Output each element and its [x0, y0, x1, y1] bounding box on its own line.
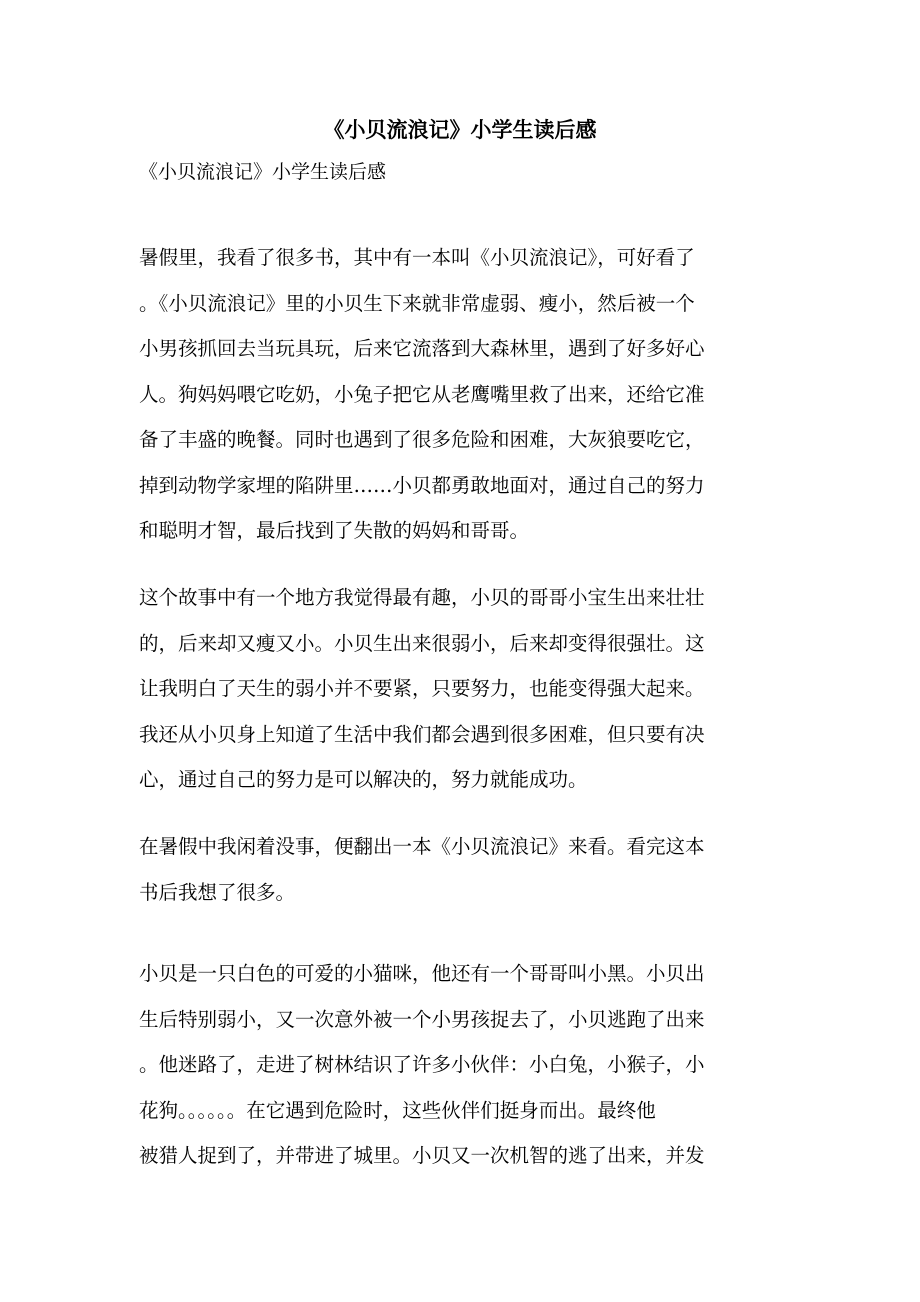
paragraph-line: 被猎人捉到了，并带进了城里。小贝又一次机智的逃了出来，并发: [139, 1144, 705, 1167]
document-title: 《小贝流浪记》小学生读后感: [323, 117, 597, 142]
paragraph-line: 我还从小贝身上知道了生活中我们都会遇到很多困难，但只要有决: [139, 722, 705, 746]
paragraph-line: 。《小贝流浪记》里的小贝生下来就非常虚弱、瘦小，然后被一个: [139, 291, 695, 315]
paragraph-line: 备了丰盛的晚餐。同时也遇到了很多危险和困难，大灰狼要吃它，: [139, 428, 705, 451]
paragraph-4: [139, 951, 799, 1179]
paragraph-line: 花狗。。。。。。在它遇到危险时，这些伙伴们挺身而出。最终他: [139, 1098, 656, 1122]
paragraph-line: 小男孩抓回去当玩具玩，后来它流落到大森林里，遇到了好多好心: [139, 337, 705, 360]
paragraph-line: 掉到动物学家埋的陷阱里……小贝都勇敢地面对，通过自己的努力: [139, 473, 705, 497]
paragraph-line: 让我明白了天生的弱小并不要紧，只要努力，也能变得强大起来。: [139, 677, 705, 700]
paragraph-3: [139, 824, 799, 915]
paragraph-2: [139, 575, 799, 803]
paragraph-line: 。他迷路了，走进了树林结识了许多小伙伴：小白兔，小猴子，小: [139, 1053, 705, 1076]
paragraph-line: 这个故事中有一个地方我觉得最有趣，小贝的哥哥小宝生出来壮壮: [139, 586, 705, 609]
paragraph-line: 的，后来却又瘦又小。小贝生出来很弱小，后来却变得很强壮。这: [139, 631, 705, 655]
paragraph-line: 暑假里，我看了很多书，其中有一本叫《小贝流浪记》，可好看了: [139, 246, 695, 269]
paragraph-line: 和聪明才智，最后找到了失散的妈妈和哥哥。: [139, 519, 530, 542]
paragraph-line: 在暑假中我闲着没事，便翻出一本《小贝流浪记》来看。看完这本: [139, 835, 705, 858]
paragraph-1: [139, 235, 799, 554]
paragraph-line: 心，通过自己的努力是可以解决的，努力就能成功。: [139, 768, 588, 791]
paragraph-line: 生后特别弱小，又一次意外被一个小男孩捉去了，小贝逃跑了出来: [139, 1007, 705, 1031]
paragraph-line: 人。狗妈妈喂它吃奶，小兔子把它从老鹰嘴里救了出来，还给它准: [139, 382, 705, 406]
paragraph-line: 书后我想了很多。: [139, 880, 296, 904]
document-subtitle: 《小贝流浪记》小学生读后感: [139, 161, 387, 183]
paragraph-line: 小贝是一只白色的可爱的小猫咪，他还有一个哥哥叫小黑。小贝出: [139, 962, 705, 985]
